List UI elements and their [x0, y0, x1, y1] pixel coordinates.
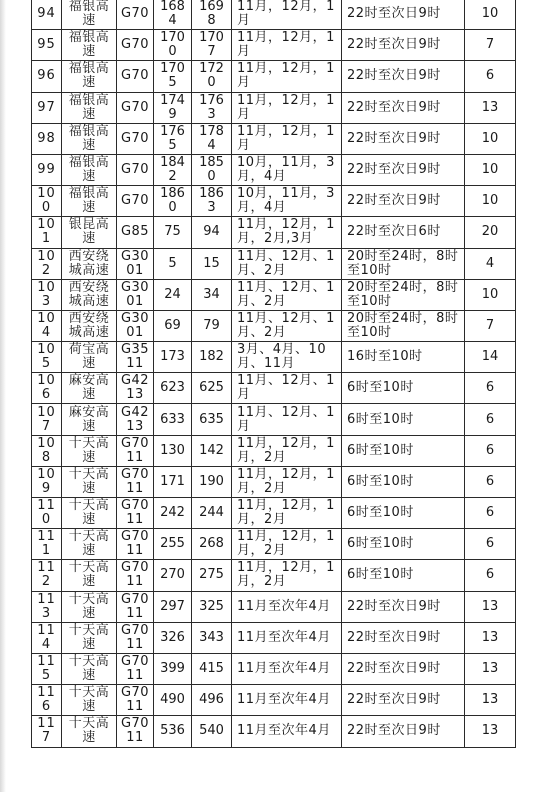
fog-time-cell: 22时至次日6时 — [342, 217, 465, 248]
table-row — [32, 653, 516, 684]
road-name-cell: 西安绕城高速 — [62, 310, 117, 341]
row-number-cell: 107 — [32, 404, 62, 435]
fog-time-cell: 22时至次日9时 — [342, 0, 465, 30]
road-name-cell: 十天高速 — [62, 591, 117, 622]
length-km-cell: 6 — [465, 466, 516, 497]
fog-time-cell: 6时至10时 — [342, 435, 465, 466]
road-name-cell: 西安绕城高速 — [62, 279, 117, 310]
fog-time-cell: 22时至次日9时 — [342, 716, 465, 747]
road-code-cell: G7011 — [117, 466, 154, 497]
road-code-cell: G70 — [117, 30, 154, 61]
row-number-cell: 100 — [32, 186, 62, 217]
fog-time-cell: 20时至24时，8时至10时 — [342, 310, 465, 341]
road-name-cell: 福银高速 — [62, 123, 117, 154]
road-code-cell: G70 — [117, 154, 154, 185]
fog-time-cell: 20时至24时，8时至10时 — [342, 279, 465, 310]
end-km-cell: 415 — [192, 653, 232, 684]
road-name-cell: 十天高速 — [62, 435, 117, 466]
start-km-cell: 130 — [154, 435, 192, 466]
road-name-cell: 十天高速 — [62, 529, 117, 560]
end-km-cell: 1720 — [192, 61, 232, 92]
road-name-cell: 麻安高速 — [62, 373, 117, 404]
end-km-cell: 268 — [192, 529, 232, 560]
fog-time-cell: 6时至10时 — [342, 404, 465, 435]
fog-months-cell: 11月、12月、1月、2月 — [232, 248, 342, 279]
fog-months-cell: 11月，12月，1月，2月 — [232, 435, 342, 466]
fog-months-cell: 11月、12月、1月 — [232, 373, 342, 404]
table-row — [32, 123, 516, 154]
road-code-cell: G85 — [117, 217, 154, 248]
fog-months-cell: 11月、12月、1月 — [232, 404, 342, 435]
road-name-cell: 福银高速 — [62, 61, 117, 92]
length-km-cell: 6 — [465, 61, 516, 92]
end-km-cell: 34 — [192, 279, 232, 310]
length-km-cell: 6 — [465, 560, 516, 591]
road-code-cell: G4213 — [117, 373, 154, 404]
length-km-cell: 14 — [465, 342, 516, 373]
row-number-cell: 96 — [32, 61, 62, 92]
start-km-cell: 399 — [154, 653, 192, 684]
end-km-cell: 15 — [192, 248, 232, 279]
start-km-cell: 1765 — [154, 123, 192, 154]
table-row — [32, 529, 516, 560]
length-km-cell: 7 — [465, 30, 516, 61]
row-number-cell: 117 — [32, 716, 62, 747]
fog-time-cell: 22时至次日9时 — [342, 591, 465, 622]
road-code-cell: G7011 — [117, 685, 154, 716]
table-row — [32, 217, 516, 248]
fog-months-cell: 10月，11月，3月，4月 — [232, 186, 342, 217]
road-name-cell: 西安绕城高速 — [62, 248, 117, 279]
row-number-cell: 102 — [32, 248, 62, 279]
road-name-cell: 福银高速 — [62, 186, 117, 217]
road-code-cell: G7011 — [117, 591, 154, 622]
end-km-cell: 1863 — [192, 186, 232, 217]
table-row — [32, 466, 516, 497]
road-name-cell: 福银高速 — [62, 30, 117, 61]
row-number-cell: 95 — [32, 30, 62, 61]
end-km-cell: 1707 — [192, 30, 232, 61]
end-km-cell: 343 — [192, 622, 232, 653]
road-name-cell: 十天高速 — [62, 685, 117, 716]
length-km-cell: 13 — [465, 653, 516, 684]
end-km-cell: 1784 — [192, 123, 232, 154]
road-name-cell: 十天高速 — [62, 622, 117, 653]
row-number-cell: 115 — [32, 653, 62, 684]
road-name-cell: 福银高速 — [62, 92, 117, 123]
table-row — [32, 373, 516, 404]
fog-time-cell: 6时至10时 — [342, 498, 465, 529]
fog-time-cell: 6时至10时 — [342, 529, 465, 560]
road-code-cell: G3001 — [117, 310, 154, 341]
start-km-cell: 623 — [154, 373, 192, 404]
length-km-cell: 10 — [465, 279, 516, 310]
fog-time-cell: 22时至次日9时 — [342, 123, 465, 154]
start-km-cell: 1749 — [154, 92, 192, 123]
road-name-cell: 十天高速 — [62, 560, 117, 591]
row-number-cell: 105 — [32, 342, 62, 373]
page-edge-shadow — [0, 0, 6, 792]
table-row — [32, 279, 516, 310]
road-name-cell: 福银高速 — [62, 0, 117, 30]
table-row — [32, 186, 516, 217]
fog-time-cell: 16时至10时 — [342, 342, 465, 373]
fog-time-cell: 22时至次日9时 — [342, 61, 465, 92]
table-row — [32, 30, 516, 61]
length-km-cell: 10 — [465, 0, 516, 30]
table-row — [32, 435, 516, 466]
length-km-cell: 13 — [465, 685, 516, 716]
start-km-cell: 5 — [154, 248, 192, 279]
fog-time-cell: 6时至10时 — [342, 373, 465, 404]
start-km-cell: 1705 — [154, 61, 192, 92]
start-km-cell: 1860 — [154, 186, 192, 217]
fog-months-cell: 11月至次年4月 — [232, 591, 342, 622]
fog-months-cell: 11月至次年4月 — [232, 716, 342, 747]
fog-months-cell: 11月，12月，1月 — [232, 30, 342, 61]
table-row — [32, 61, 516, 92]
end-km-cell: 1763 — [192, 92, 232, 123]
fog-time-cell: 20时至24时，8时至10时 — [342, 248, 465, 279]
length-km-cell: 6 — [465, 404, 516, 435]
row-number-cell: 99 — [32, 154, 62, 185]
start-km-cell: 1700 — [154, 30, 192, 61]
end-km-cell: 635 — [192, 404, 232, 435]
start-km-cell: 255 — [154, 529, 192, 560]
length-km-cell: 13 — [465, 716, 516, 747]
end-km-cell: 190 — [192, 466, 232, 497]
fog-months-cell: 3月、4月、10月、11月 — [232, 342, 342, 373]
table-row — [32, 248, 516, 279]
table-row — [32, 92, 516, 123]
length-km-cell: 13 — [465, 591, 516, 622]
end-km-cell: 94 — [192, 217, 232, 248]
road-code-cell: G70 — [117, 92, 154, 123]
fog-section-table-sheet[interactable] — [31, 0, 515, 748]
row-number-cell: 116 — [32, 685, 62, 716]
table-row — [32, 310, 516, 341]
end-km-cell: 496 — [192, 685, 232, 716]
table-row — [32, 154, 516, 185]
fog-time-cell: 6时至10时 — [342, 560, 465, 591]
row-number-cell: 113 — [32, 591, 62, 622]
start-km-cell: 326 — [154, 622, 192, 653]
table-row — [32, 0, 516, 30]
fog-section-table — [31, 0, 516, 748]
row-number-cell: 109 — [32, 466, 62, 497]
end-km-cell: 625 — [192, 373, 232, 404]
fog-months-cell: 11月，12月，1月，2月 — [232, 529, 342, 560]
fog-months-cell: 10月，11月，3月，4月 — [232, 154, 342, 185]
row-number-cell: 106 — [32, 373, 62, 404]
road-code-cell: G7011 — [117, 498, 154, 529]
end-km-cell: 1850 — [192, 154, 232, 185]
table-row — [32, 591, 516, 622]
end-km-cell: 142 — [192, 435, 232, 466]
fog-months-cell: 11月至次年4月 — [232, 622, 342, 653]
fog-time-cell: 22时至次日9时 — [342, 92, 465, 123]
length-km-cell: 7 — [465, 310, 516, 341]
length-km-cell: 6 — [465, 529, 516, 560]
road-code-cell: G70 — [117, 0, 154, 30]
fog-time-cell: 22时至次日9时 — [342, 154, 465, 185]
start-km-cell: 173 — [154, 342, 192, 373]
fog-months-cell: 11月，12月，1月 — [232, 123, 342, 154]
length-km-cell: 6 — [465, 435, 516, 466]
length-km-cell: 4 — [465, 248, 516, 279]
row-number-cell: 110 — [32, 498, 62, 529]
fog-months-cell: 11月至次年4月 — [232, 685, 342, 716]
end-km-cell: 182 — [192, 342, 232, 373]
start-km-cell: 69 — [154, 310, 192, 341]
road-name-cell: 福银高速 — [62, 154, 117, 185]
table-row — [32, 404, 516, 435]
road-name-cell: 十天高速 — [62, 466, 117, 497]
road-name-cell: 十天高速 — [62, 498, 117, 529]
table-row — [32, 716, 516, 747]
start-km-cell: 242 — [154, 498, 192, 529]
end-km-cell: 79 — [192, 310, 232, 341]
length-km-cell: 13 — [465, 622, 516, 653]
road-name-cell: 银昆高速 — [62, 217, 117, 248]
fog-time-cell: 6时至10时 — [342, 466, 465, 497]
road-code-cell: G70 — [117, 123, 154, 154]
start-km-cell: 171 — [154, 466, 192, 497]
road-name-cell: 十天高速 — [62, 653, 117, 684]
length-km-cell: 6 — [465, 373, 516, 404]
row-number-cell: 103 — [32, 279, 62, 310]
table-row — [32, 622, 516, 653]
start-km-cell: 24 — [154, 279, 192, 310]
fog-months-cell: 11月至次年4月 — [232, 653, 342, 684]
road-code-cell: G70 — [117, 61, 154, 92]
end-km-cell: 1698 — [192, 0, 232, 30]
row-number-cell: 111 — [32, 529, 62, 560]
length-km-cell: 20 — [465, 217, 516, 248]
road-code-cell: G70 — [117, 186, 154, 217]
fog-months-cell: 11月，12月，1月，2月 — [232, 498, 342, 529]
fog-months-cell: 11月，12月，1月 — [232, 61, 342, 92]
table-body — [32, 0, 516, 747]
fog-time-cell: 22时至次日9时 — [342, 653, 465, 684]
fog-months-cell: 11月，12月，1月 — [232, 0, 342, 30]
end-km-cell: 540 — [192, 716, 232, 747]
table-row — [32, 685, 516, 716]
road-code-cell: G7011 — [117, 529, 154, 560]
road-code-cell: G7011 — [117, 560, 154, 591]
row-number-cell: 112 — [32, 560, 62, 591]
road-code-cell: G3001 — [117, 248, 154, 279]
fog-time-cell: 22时至次日9时 — [342, 30, 465, 61]
length-km-cell: 10 — [465, 186, 516, 217]
table-row — [32, 498, 516, 529]
road-code-cell: G3511 — [117, 342, 154, 373]
start-km-cell: 536 — [154, 716, 192, 747]
fog-time-cell: 22时至次日9时 — [342, 685, 465, 716]
row-number-cell: 101 — [32, 217, 62, 248]
fog-months-cell: 11月、12月、1月、2月 — [232, 279, 342, 310]
road-code-cell: G3001 — [117, 279, 154, 310]
start-km-cell: 1842 — [154, 154, 192, 185]
road-code-cell: G4213 — [117, 404, 154, 435]
road-name-cell: 十天高速 — [62, 716, 117, 747]
row-number-cell: 108 — [32, 435, 62, 466]
end-km-cell: 275 — [192, 560, 232, 591]
fog-months-cell: 11月，12月，1月，2月,3月 — [232, 217, 342, 248]
start-km-cell: 1684 — [154, 0, 192, 30]
road-code-cell: G7011 — [117, 653, 154, 684]
road-code-cell: G7011 — [117, 716, 154, 747]
end-km-cell: 325 — [192, 591, 232, 622]
row-number-cell: 98 — [32, 123, 62, 154]
fog-time-cell: 22时至次日9时 — [342, 186, 465, 217]
length-km-cell: 10 — [465, 123, 516, 154]
fog-months-cell: 11月，12月，1月，2月 — [232, 560, 342, 591]
end-km-cell: 244 — [192, 498, 232, 529]
road-name-cell: 荷宝高速 — [62, 342, 117, 373]
length-km-cell: 6 — [465, 498, 516, 529]
start-km-cell: 633 — [154, 404, 192, 435]
road-code-cell: G7011 — [117, 622, 154, 653]
row-number-cell: 94 — [32, 0, 62, 30]
start-km-cell: 490 — [154, 685, 192, 716]
start-km-cell: 270 — [154, 560, 192, 591]
start-km-cell: 297 — [154, 591, 192, 622]
fog-time-cell: 22时至次日9时 — [342, 622, 465, 653]
road-name-cell: 麻安高速 — [62, 404, 117, 435]
row-number-cell: 97 — [32, 92, 62, 123]
fog-months-cell: 11月，12月，1月，2月 — [232, 466, 342, 497]
road-code-cell: G7011 — [117, 435, 154, 466]
table-row — [32, 342, 516, 373]
start-km-cell: 75 — [154, 217, 192, 248]
length-km-cell: 13 — [465, 92, 516, 123]
length-km-cell: 10 — [465, 154, 516, 185]
fog-months-cell: 11月，12月，1月 — [232, 92, 342, 123]
table-row — [32, 560, 516, 591]
row-number-cell: 114 — [32, 622, 62, 653]
row-number-cell: 104 — [32, 310, 62, 341]
fog-months-cell: 11月、12月、1月、2月 — [232, 310, 342, 341]
